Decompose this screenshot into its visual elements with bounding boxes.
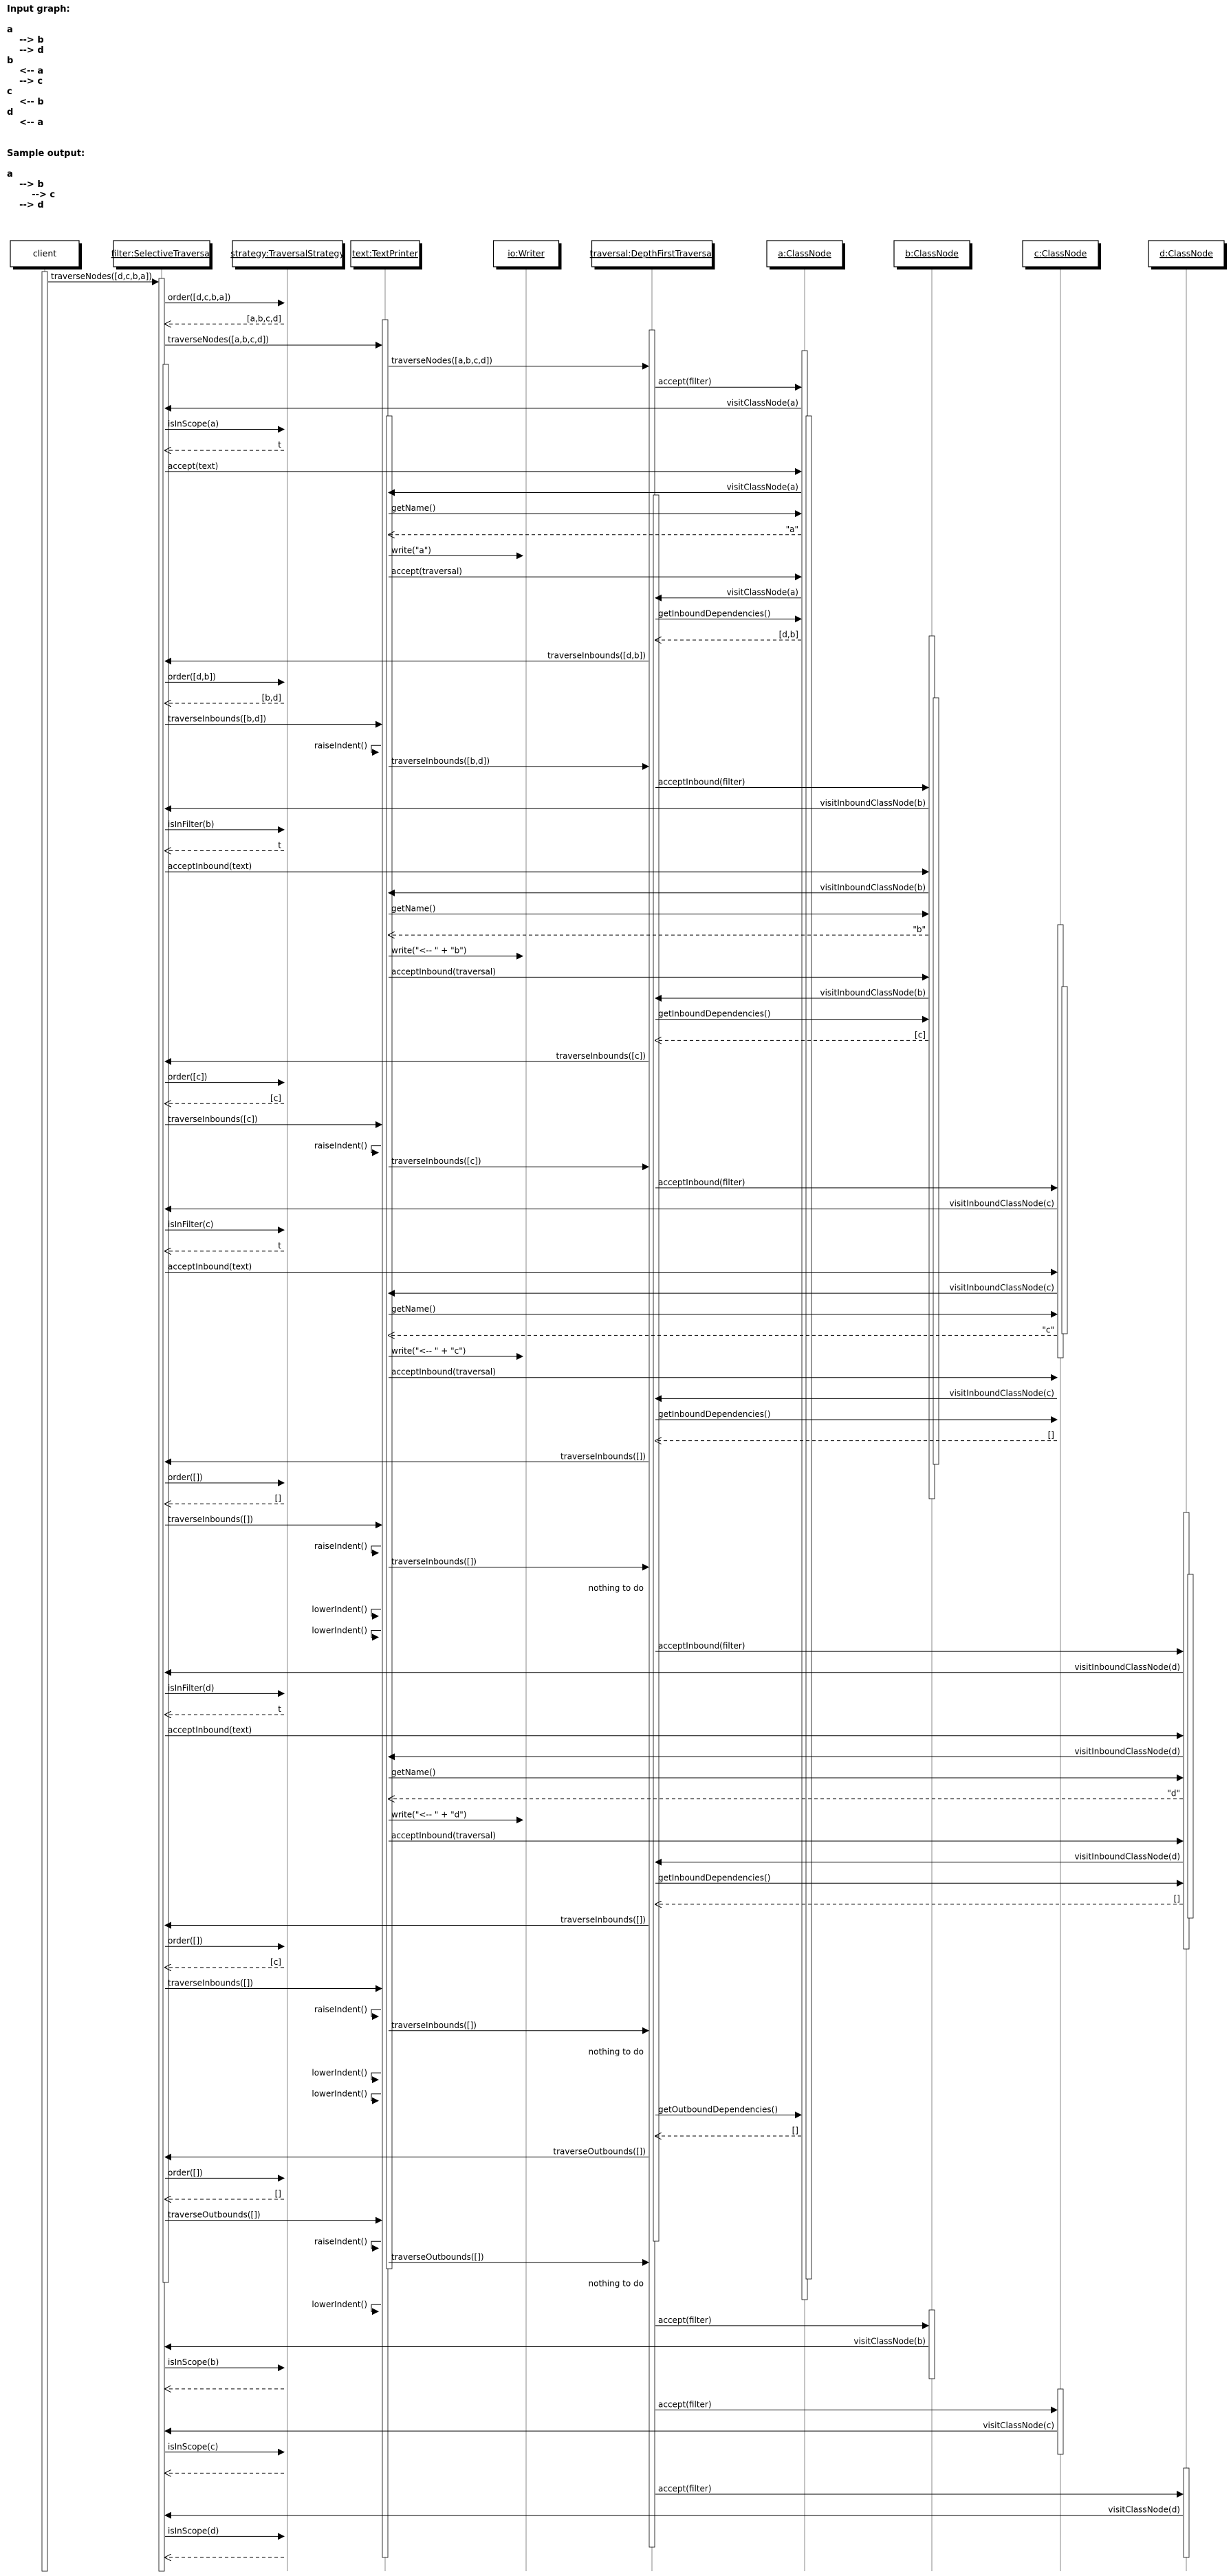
message-label: [] [1047, 1430, 1054, 1440]
input-graph-line: c [7, 87, 12, 97]
message-label: traverseInbounds([]) [391, 1556, 477, 1567]
actor-label-client: client [32, 248, 57, 258]
message [389, 2021, 649, 2031]
message-label: getName() [391, 1768, 436, 1778]
message [165, 693, 284, 703]
message-label: [] [1173, 1893, 1180, 1904]
message-label: raiseIndent() [314, 2236, 367, 2247]
input-graph-line: b [7, 56, 14, 66]
message [389, 946, 523, 956]
message [389, 2252, 649, 2263]
message-label: traverseOutbounds([]) [168, 2210, 261, 2220]
message [165, 1220, 284, 1230]
message [312, 2068, 381, 2080]
message [165, 2421, 1057, 2431]
message-label: getInboundDependencies() [658, 1009, 771, 1019]
message [165, 714, 382, 725]
message [655, 2399, 1057, 2410]
message-label: order([d,b]) [168, 672, 216, 682]
message [165, 2357, 284, 2368]
message-label: traverseNodes([a,b,c,d]) [168, 334, 269, 344]
message [165, 1451, 649, 1462]
message [312, 2089, 381, 2101]
message [389, 1304, 1057, 1314]
message-label: [c] [270, 1093, 281, 1103]
message-label: lowerIndent() [312, 2300, 367, 2310]
message-label: traverseNodes([d,c,b,a]) [51, 272, 152, 281]
activation-traversal [653, 495, 659, 2241]
message-label: order([]) [168, 2168, 203, 2178]
message [165, 2526, 284, 2536]
message-label: [] [274, 2188, 281, 2199]
actor-client [10, 241, 82, 269]
message [165, 1957, 284, 1968]
message [165, 1114, 382, 1125]
message [165, 861, 928, 872]
message [165, 1662, 1183, 1673]
message-label: acceptInbound(traversal) [391, 1367, 496, 1377]
input-graph-line: d [7, 107, 14, 118]
message [165, 419, 284, 430]
message-label: visitClassNode(b) [853, 2336, 926, 2346]
activation-client [42, 272, 47, 2571]
activation-c [1058, 2389, 1063, 2454]
message-label: visitInboundClassNode(d) [1074, 1851, 1180, 1862]
message [655, 2126, 801, 2136]
message-label: lowerIndent() [312, 2068, 367, 2078]
message-label: write("<-- " + "b") [391, 945, 467, 956]
message [165, 819, 284, 830]
message-label: lowerIndent() [312, 1625, 367, 1636]
sample-output-line: --> d [7, 200, 44, 210]
message-label: acceptInbound(text) [168, 1262, 252, 1272]
message-label: "b" [913, 925, 926, 935]
actor-text [351, 241, 422, 269]
message-label: raiseIndent() [314, 1141, 367, 1151]
actor-io [494, 241, 562, 269]
activation-text [386, 416, 392, 2269]
message-label: write("<-- " + "c") [391, 1346, 466, 1356]
message-label: getInboundDependencies() [658, 1409, 771, 1419]
message-label: visitInboundClassNode(c) [949, 1388, 1054, 1398]
message [165, 2505, 1183, 2516]
message-label: order([]) [168, 1936, 203, 1946]
message-label: acceptInbound(traversal) [391, 1830, 496, 1840]
message [165, 2147, 649, 2157]
message [165, 1199, 1057, 1209]
input-graph-title: Input graph: [7, 4, 70, 14]
message-label: [c] [270, 1957, 281, 1967]
message-label: visitClassNode(d) [1108, 2505, 1180, 2515]
message [165, 313, 284, 324]
message [165, 1051, 649, 1061]
sample-output-line: --> b [7, 179, 44, 190]
message [389, 525, 801, 535]
message [165, 1072, 284, 1083]
message-label: acceptInbound(text) [168, 1725, 252, 1735]
activation-d [1184, 2468, 1189, 2557]
message [165, 1915, 649, 1926]
message-label: traverseInbounds([c]) [391, 1156, 481, 1167]
message-label: accept(filter) [658, 2399, 712, 2410]
message [655, 1409, 1057, 1420]
message [165, 1979, 382, 1989]
message-label: order([]) [168, 1472, 203, 1482]
message [389, 566, 801, 577]
message-label: lowerIndent() [312, 2089, 367, 2099]
message-label: traverseInbounds([]) [168, 1978, 253, 1988]
message-label: acceptInbound(filter) [658, 1641, 745, 1651]
message-label: traverseOutbounds([]) [391, 2252, 484, 2262]
message [655, 1873, 1183, 1883]
message [312, 1625, 381, 1637]
actor-label-d: d:ClassNode [1159, 248, 1213, 258]
message-label: visitClassNode(c) [983, 2421, 1054, 2431]
message-label: accept(filter) [658, 2484, 712, 2494]
message-label: traverseInbounds([d,b]) [547, 650, 646, 661]
sample-output-title: Sample output: [7, 148, 85, 159]
message [165, 2337, 928, 2347]
message [389, 1367, 1057, 1378]
message-label: t [278, 440, 281, 450]
message [165, 1683, 284, 1693]
message [314, 740, 381, 752]
message [655, 1009, 928, 1020]
message [655, 1388, 1057, 1398]
message-label: visitClassNode(a) [726, 397, 798, 408]
message-label: t [278, 840, 281, 850]
message-label: getName() [391, 903, 436, 914]
message [655, 2484, 1183, 2494]
message [655, 588, 801, 598]
message [389, 545, 523, 555]
message [165, 1473, 284, 1483]
message [655, 1641, 1183, 1651]
message-label: getOutboundDependencies() [658, 2104, 778, 2115]
actor-filter [111, 241, 213, 269]
message [389, 503, 801, 514]
message [655, 1178, 1057, 1188]
message-label: isInFilter(c) [168, 1220, 214, 1230]
sample-output-line: --> c [7, 190, 56, 200]
actor-c [1023, 241, 1101, 269]
message-label: getInboundDependencies() [658, 1873, 771, 1883]
input-graph-line: a [7, 25, 13, 35]
actor-label-filter: filter:SelectiveTraversal [111, 248, 213, 258]
message [655, 608, 801, 619]
message [165, 1241, 284, 1251]
message [655, 2315, 928, 2326]
message [389, 756, 649, 767]
message [165, 1093, 284, 1103]
message-label: isInScope(a) [168, 419, 219, 429]
message [48, 272, 158, 282]
message-label: raiseIndent() [314, 1541, 367, 1551]
message [655, 1030, 928, 1040]
message-label: visitInboundClassNode(b) [820, 798, 926, 808]
message-label: acceptInbound(filter) [658, 777, 745, 787]
message-label: raiseIndent() [314, 740, 367, 751]
message-label: t [278, 1240, 281, 1251]
actor-traversal [590, 241, 715, 269]
message [389, 356, 649, 366]
actor-strategy [230, 241, 345, 269]
message [589, 1583, 644, 1593]
message [655, 377, 801, 387]
message-label: traverseInbounds([c]) [556, 1050, 646, 1061]
message-label: visitClassNode(a) [726, 482, 798, 492]
message [312, 1605, 381, 1616]
message-label: isInFilter(b) [168, 819, 215, 829]
message-label: traverseInbounds([b,d]) [168, 714, 267, 724]
message-label: traverseInbounds([]) [560, 1451, 646, 1462]
actor-label-b: b:ClassNode [905, 248, 959, 258]
message [314, 1541, 381, 1553]
message [165, 841, 284, 851]
message [389, 1346, 523, 1356]
message [314, 1141, 381, 1153]
message-label: [] [274, 1493, 281, 1504]
message-label: order([d,c,b,a]) [168, 292, 231, 302]
activation-b [929, 2310, 935, 2379]
message-label: visitInboundClassNode(d) [1074, 1662, 1180, 1672]
message [165, 2189, 284, 2199]
message [589, 2047, 644, 2056]
message [165, 1726, 1183, 1736]
message-label: acceptInbound(text) [168, 861, 252, 872]
message-label: [d,b] [778, 630, 798, 640]
actor-label-io: io:Writer [508, 248, 545, 258]
activation-d [1188, 1574, 1193, 1918]
message-label: traverseInbounds([]) [391, 2020, 477, 2030]
activation-b [933, 698, 939, 1464]
message [165, 2210, 382, 2221]
input-graph-line: <-- b [7, 97, 44, 107]
message-label: accept(traversal) [391, 566, 462, 577]
message-label: traverseInbounds([b,d]) [391, 756, 490, 766]
message-label: visitInboundClassNode(b) [820, 988, 926, 998]
message-label: traverseInbounds([]) [560, 1915, 646, 1925]
message-label: isInScope(c) [168, 2441, 219, 2452]
message-label: visitInboundClassNode(c) [949, 1198, 1054, 1209]
message-label: write("a") [391, 545, 431, 555]
actor-a [767, 241, 845, 269]
message [165, 461, 801, 472]
message [389, 1831, 1183, 1841]
message-label: traverseNodes([a,b,c,d]) [391, 355, 492, 366]
message [655, 988, 928, 998]
message [165, 672, 284, 682]
message [314, 2236, 381, 2248]
message [165, 2168, 284, 2178]
message [165, 798, 928, 808]
message [655, 630, 801, 640]
message [389, 1789, 1183, 1799]
message-label: write("<-- " + "d") [391, 1809, 467, 1820]
message-label: t [278, 1704, 281, 1715]
message [655, 1894, 1183, 1904]
message-label: isInScope(d) [168, 2526, 219, 2536]
message-label: accept(filter) [658, 2315, 712, 2325]
input-graph-line: --> c [7, 76, 43, 87]
activation-filter [163, 364, 168, 2282]
actor-label-c: c:ClassNode [1034, 248, 1087, 258]
message-label: [] [792, 2126, 798, 2136]
message-label: nothing to do [588, 1583, 644, 1594]
message [165, 2442, 284, 2452]
message-label: acceptInbound(traversal) [391, 967, 496, 977]
message-label: getInboundDependencies() [658, 608, 771, 619]
message-label: visitInboundClassNode(d) [1074, 1746, 1180, 1757]
activation-c [1062, 987, 1067, 1334]
message-label: traverseInbounds([]) [168, 1515, 253, 1525]
message-label: "d" [1167, 1788, 1180, 1798]
message [314, 2005, 381, 2016]
actor-label-strategy: strategy:TraversalStrategy [230, 248, 345, 258]
message-label: visitInboundClassNode(c) [949, 1283, 1054, 1293]
message-label: visitClassNode(a) [726, 587, 798, 597]
message-label: nothing to do [588, 2278, 644, 2289]
activation-a [806, 416, 811, 2279]
message [165, 1704, 284, 1715]
actor-b [894, 241, 972, 269]
message-label: [b,d] [261, 692, 281, 703]
message [389, 1746, 1183, 1757]
message-label: order([c]) [168, 1072, 208, 1082]
message [165, 440, 284, 450]
input-graph-line: <-- a [7, 66, 44, 76]
message-label: getName() [391, 1303, 436, 1314]
message-label: [c] [915, 1030, 926, 1040]
sample-output-line: a [7, 169, 13, 179]
message-label: visitInboundClassNode(b) [820, 882, 926, 892]
message [389, 482, 801, 492]
message-label: acceptInbound(filter) [658, 1177, 745, 1187]
message-label: accept(text) [168, 461, 219, 471]
message [389, 1156, 649, 1167]
message [165, 1494, 284, 1504]
message [655, 1431, 1057, 1441]
message [389, 1557, 649, 1567]
message-label: [a,b,c,d] [247, 313, 281, 324]
message [589, 2279, 644, 2289]
message-label: "c" [1042, 1325, 1054, 1335]
message-label: isInFilter(d) [168, 1683, 215, 1693]
actor-label-traversal: traversal:DepthFirstTraversal [589, 248, 715, 258]
actor-d [1148, 241, 1227, 269]
message-label: raiseIndent() [314, 2005, 367, 2015]
message [165, 1515, 382, 1525]
message-label: getName() [391, 503, 436, 514]
actor-label-text: text:TextPrinter [352, 248, 418, 258]
message [165, 651, 649, 661]
message [312, 2300, 381, 2311]
message-label: nothing to do [588, 2047, 644, 2057]
message [165, 293, 284, 303]
message-label: lowerIndent() [312, 1604, 367, 1614]
message [165, 335, 382, 345]
message-label: "a" [785, 524, 798, 534]
message [655, 2104, 801, 2115]
message [389, 1283, 1057, 1293]
input-graph-line: --> d [7, 45, 44, 56]
message [389, 1768, 1183, 1778]
input-graph-line: --> b [7, 35, 44, 45]
message [165, 398, 801, 408]
message [655, 1852, 1183, 1862]
message-label: traverseOutbounds([]) [553, 2146, 646, 2157]
actor-label-a: a:ClassNode [778, 248, 831, 258]
message [389, 1325, 1057, 1335]
message-label: isInScope(b) [168, 2357, 219, 2368]
message-label: accept(filter) [658, 377, 712, 387]
message [389, 1809, 523, 1820]
message [655, 778, 928, 788]
message-label: traverseInbounds([c]) [168, 1114, 258, 1124]
message [165, 1936, 284, 1946]
message [165, 1262, 1057, 1272]
input-graph-line: <-- a [7, 118, 44, 128]
